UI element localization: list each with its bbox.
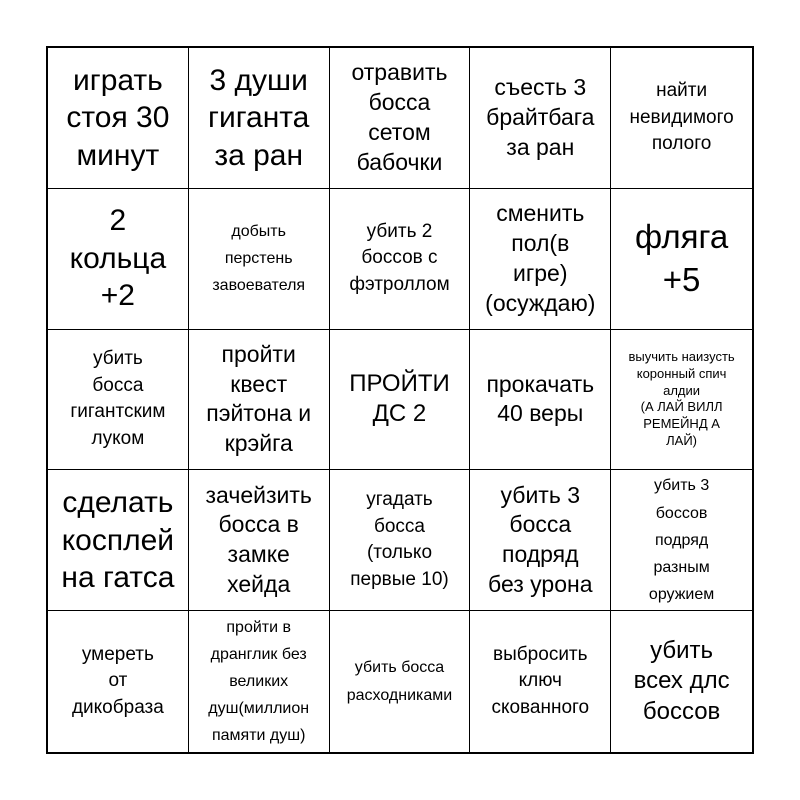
- bingo-cell-r4c3[interactable]: [330, 470, 471, 611]
- cell-text: сделать косплей на гатса: [61, 486, 175, 595]
- bingo-cell-r4c4[interactable]: [470, 470, 611, 611]
- cell-text: съесть 3 брайтбага за ран: [486, 74, 595, 160]
- cell-text: угадать босса (только первые 10): [350, 489, 449, 590]
- bingo-cell-r1c2[interactable]: [189, 48, 330, 189]
- bingo-cell-r2c1[interactable]: [48, 189, 189, 330]
- bingo-board: [46, 46, 754, 754]
- bingo-cell-r1c5[interactable]: [611, 48, 752, 189]
- bingo-cell-r1c1[interactable]: [48, 48, 189, 189]
- cell-text: выбросить ключ скованного: [491, 643, 590, 718]
- bingo-cell-r3c5[interactable]: [611, 330, 752, 471]
- bingo-cell-r3c4[interactable]: [470, 330, 611, 471]
- cell-text: сменить пол(в игре) (осуждаю): [485, 199, 596, 316]
- bingo-cell-r4c2[interactable]: [189, 470, 330, 611]
- bingo-cell-r5c1[interactable]: [48, 611, 189, 752]
- bingo-cell-r5c2[interactable]: [189, 611, 330, 752]
- cell-text: ПРОЙТИ ДС 2: [349, 369, 450, 428]
- bingo-cell-r1c3[interactable]: [330, 48, 471, 189]
- bingo-cell-r5c3[interactable]: [330, 611, 471, 752]
- cell-text: добыть перстень завоевателя: [212, 222, 306, 295]
- bingo-cell-r5c5[interactable]: [611, 611, 752, 752]
- cell-text: прокачать 40 веры: [486, 370, 595, 427]
- bingo-cell-r3c3[interactable]: [330, 330, 471, 471]
- bingo-cell-r5c4[interactable]: [470, 611, 611, 752]
- cell-text: найти невидимого полого: [629, 80, 734, 155]
- cell-text: отравить босса сетом бабочки: [351, 59, 448, 175]
- cell-text: убить босса гигантским луком: [70, 348, 166, 450]
- cell-text: выучить наизусть коронный спич алдии (А ЛАЙ ВИЛЛ РЕМЕЙНД А ЛАЙ): [628, 348, 735, 449]
- bingo-cell-r2c4[interactable]: [470, 189, 611, 330]
- cell-text: умереть от дикобраза: [71, 643, 164, 718]
- bingo-cell-r4c1[interactable]: [48, 470, 189, 611]
- bingo-cell-r3c2[interactable]: [189, 330, 330, 471]
- cell-text: 3 души гиганта за ран: [208, 63, 310, 172]
- cell-text: пройти квест пэйтона и крэйга: [206, 340, 312, 457]
- cell-text: убить всех длс боссов: [633, 636, 730, 725]
- cell-text: пройти в дранглик без великих душ(миллион памяти душ): [208, 618, 310, 745]
- bingo-cell-r3c1[interactable]: [48, 330, 189, 471]
- bingo-cell-r2c5[interactable]: [611, 189, 752, 330]
- bingo-cell-r2c2[interactable]: [189, 189, 330, 330]
- cell-text: 2 кольца +2: [69, 204, 167, 313]
- cell-text: убить 3 босса подряд без урона: [488, 481, 593, 598]
- bingo-cell-r1c4[interactable]: [470, 48, 611, 189]
- cell-text: убить 3 боссов подряд разным оружием: [648, 477, 715, 604]
- cell-text: зачейзить босса в замке хейда: [205, 481, 312, 598]
- cell-text: убить босса расходниками: [346, 659, 453, 704]
- bingo-cell-r4c5[interactable]: [611, 470, 752, 611]
- cell-text: фляга +5: [634, 218, 729, 298]
- cell-text: играть стоя 30 минут: [66, 63, 170, 172]
- bingo-cell-r2c3[interactable]: [330, 189, 471, 330]
- cell-text: убить 2 боссов с фэтроллом: [349, 220, 450, 295]
